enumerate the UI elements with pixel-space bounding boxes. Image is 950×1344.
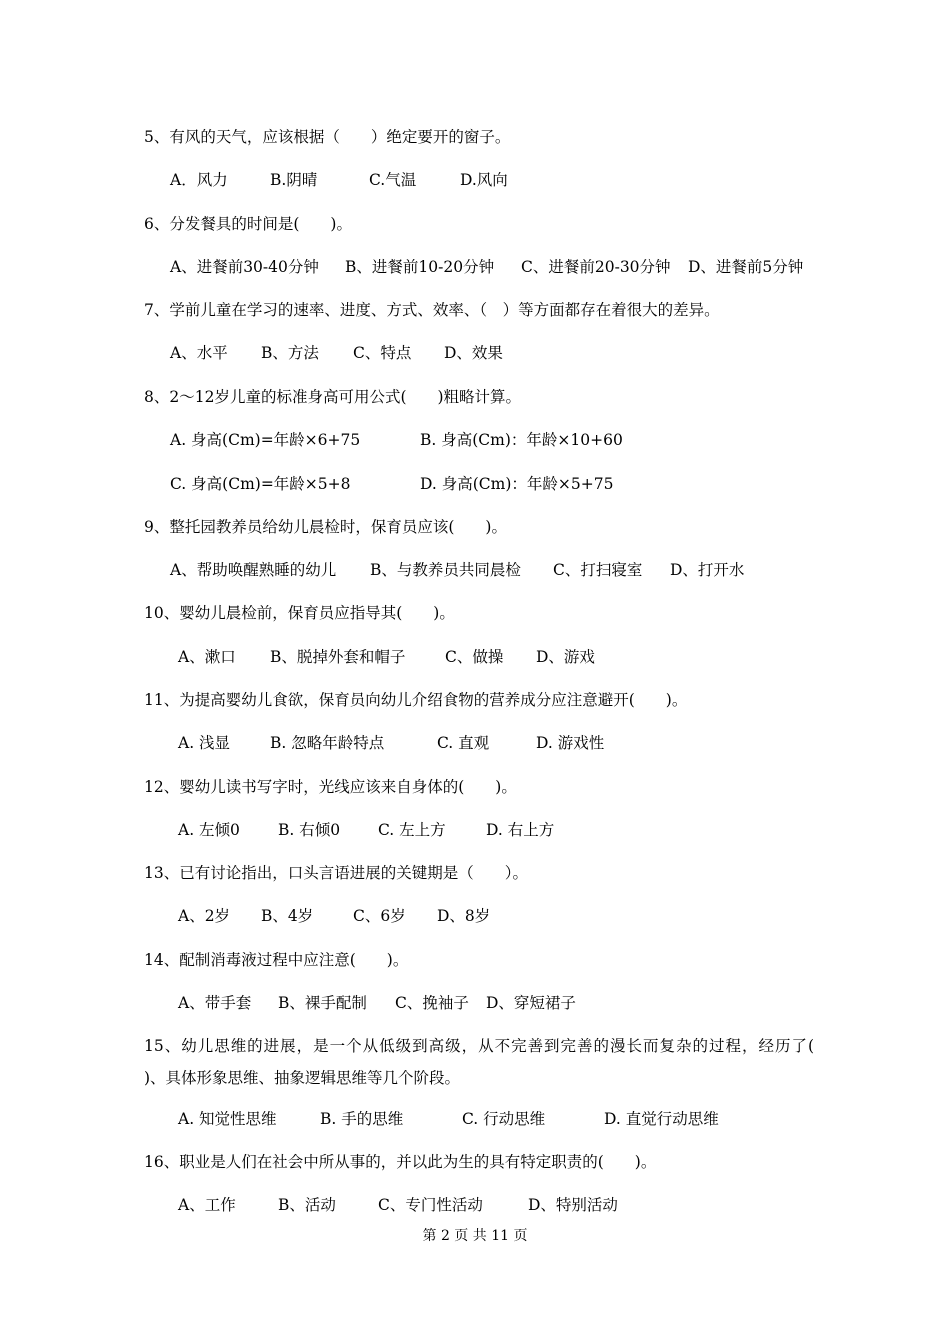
question-9-option-b: B、与教养员共同晨检 <box>370 561 521 579</box>
question-8-stem: 8、2～12岁儿童的标准身高可用公式( )粗略计算。 <box>144 388 522 406</box>
question-9-option-d: D、打开水 <box>670 561 745 579</box>
question-6-option-a: A、进餐前30-40分钟 <box>170 258 319 276</box>
question-16-option-d: D、特别活动 <box>528 1196 618 1214</box>
question-11-option-b: B. 忽略年龄特点 <box>270 734 385 752</box>
question-11-option-d: D. 游戏性 <box>536 734 605 752</box>
question-5-stem: 5、有风的天气，应该根据（ ）绝定要开的窗子。 <box>144 128 511 146</box>
question-7-stem: 7、学前儿童在学习的速率、进度、方式、效率、（ ）等方面都存在着很大的差异。 <box>144 301 720 319</box>
question-15-option-a: A. 知觉性思维 <box>178 1110 277 1128</box>
question-6-stem: 6、分发餐具的时间是( )。 <box>144 215 352 233</box>
question-6-option-b: B、进餐前10-20分钟 <box>345 258 495 276</box>
question-10-stem: 10、婴幼儿晨检前，保育员应指导其( )。 <box>144 604 455 622</box>
question-12-stem: 12、婴幼儿读书写字时，光线应该来自身体的( )。 <box>144 778 517 796</box>
question-9-option-a: A、帮助唤醒熟睡的幼儿 <box>170 561 337 579</box>
question-16-option-c: C、专门性活动 <box>378 1196 483 1214</box>
question-5-option-a: A．风力 <box>170 171 228 189</box>
question-15-option-d: D. 直觉行动思维 <box>604 1110 719 1128</box>
question-16-stem: 16、职业是人们在社会中所从事的，并以此为生的具有特定职责的( )。 <box>144 1153 657 1171</box>
question-14-option-b: B、裸手配制 <box>278 994 367 1012</box>
question-8-option-c: C. 身高(Cm)=年龄×5+8 <box>170 475 351 493</box>
question-13-option-d: D、8岁 <box>437 907 491 925</box>
question-9-option-c: C、打扫寝室 <box>553 561 643 579</box>
question-10-option-b: B、脱掉外套和帽子 <box>270 648 406 666</box>
question-5-option-b: B.阴晴 <box>270 171 318 189</box>
question-7-option-c: C、特点 <box>353 344 412 362</box>
question-6-option-c: C、进餐前20-30分钟 <box>521 258 671 276</box>
question-13-option-a: A、2岁 <box>178 907 231 925</box>
question-16-option-a: A、工作 <box>178 1196 236 1214</box>
question-5-option-c: C.气温 <box>369 171 417 189</box>
question-13-option-c: C、6岁 <box>353 907 406 925</box>
question-11-option-c: C. 直观 <box>437 734 490 752</box>
question-11-stem: 11、为提高婴幼儿食欲，保育员向幼儿介绍食物的营养成分应注意避开( )。 <box>144 691 688 709</box>
question-7-option-a: A、水平 <box>170 344 228 362</box>
question-7-option-d: D、效果 <box>444 344 503 362</box>
question-8-option-b: B. 身高(Cm)：年龄×10+60 <box>420 431 623 449</box>
question-6-option-d: D、进餐前5分钟 <box>688 258 804 276</box>
question-14-option-d: D、穿短裙子 <box>486 994 576 1012</box>
question-11-option-a: A. 浅显 <box>178 734 231 752</box>
question-10-option-d: D、游戏 <box>536 648 595 666</box>
question-5-option-d: D.风向 <box>460 171 508 189</box>
question-14-option-c: C、挽袖子 <box>395 994 469 1012</box>
question-12-option-c: C. 左上方 <box>378 821 446 839</box>
question-15-option-c: C. 行动思维 <box>462 1110 546 1128</box>
question-14-option-a: A、带手套 <box>178 994 252 1012</box>
question-15-option-b: B. 手的思维 <box>320 1110 404 1128</box>
question-12-option-a: A. 左倾0 <box>178 821 240 839</box>
question-12-option-d: D. 右上方 <box>486 821 555 839</box>
question-10-option-c: C、做操 <box>445 648 504 666</box>
page-number-footer: 第 2 页 共 11 页 <box>422 1228 528 1244</box>
question-8-option-d: D. 身高(Cm)：年龄×5+75 <box>420 475 614 493</box>
question-10-option-a: A、漱口 <box>178 648 236 666</box>
question-14-stem: 14、配制消毒液过程中应注意( )。 <box>144 951 409 969</box>
question-13-option-b: B、4岁 <box>261 907 314 925</box>
question-12-option-b: B. 右倾0 <box>278 821 341 839</box>
question-13-stem: 13、已有讨论指出，口头言语进展的关键期是（ ）。 <box>144 864 528 882</box>
question-7-option-b: B、方法 <box>261 344 319 362</box>
question-16-option-b: B、活动 <box>278 1196 336 1214</box>
question-8-option-a: A. 身高(Cm)=年龄×6+75 <box>170 431 361 449</box>
question-15-stem: 15、幼儿思维的进展，是一个从低级到高级，从不完善到完善的漫长而复杂的过程，经历了( )、具体形象思维、抽象逻辑思维等几个阶段。 <box>144 1037 846 1087</box>
question-9-stem: 9、整托园教养员给幼儿晨检时，保育员应该( )。 <box>144 518 507 536</box>
